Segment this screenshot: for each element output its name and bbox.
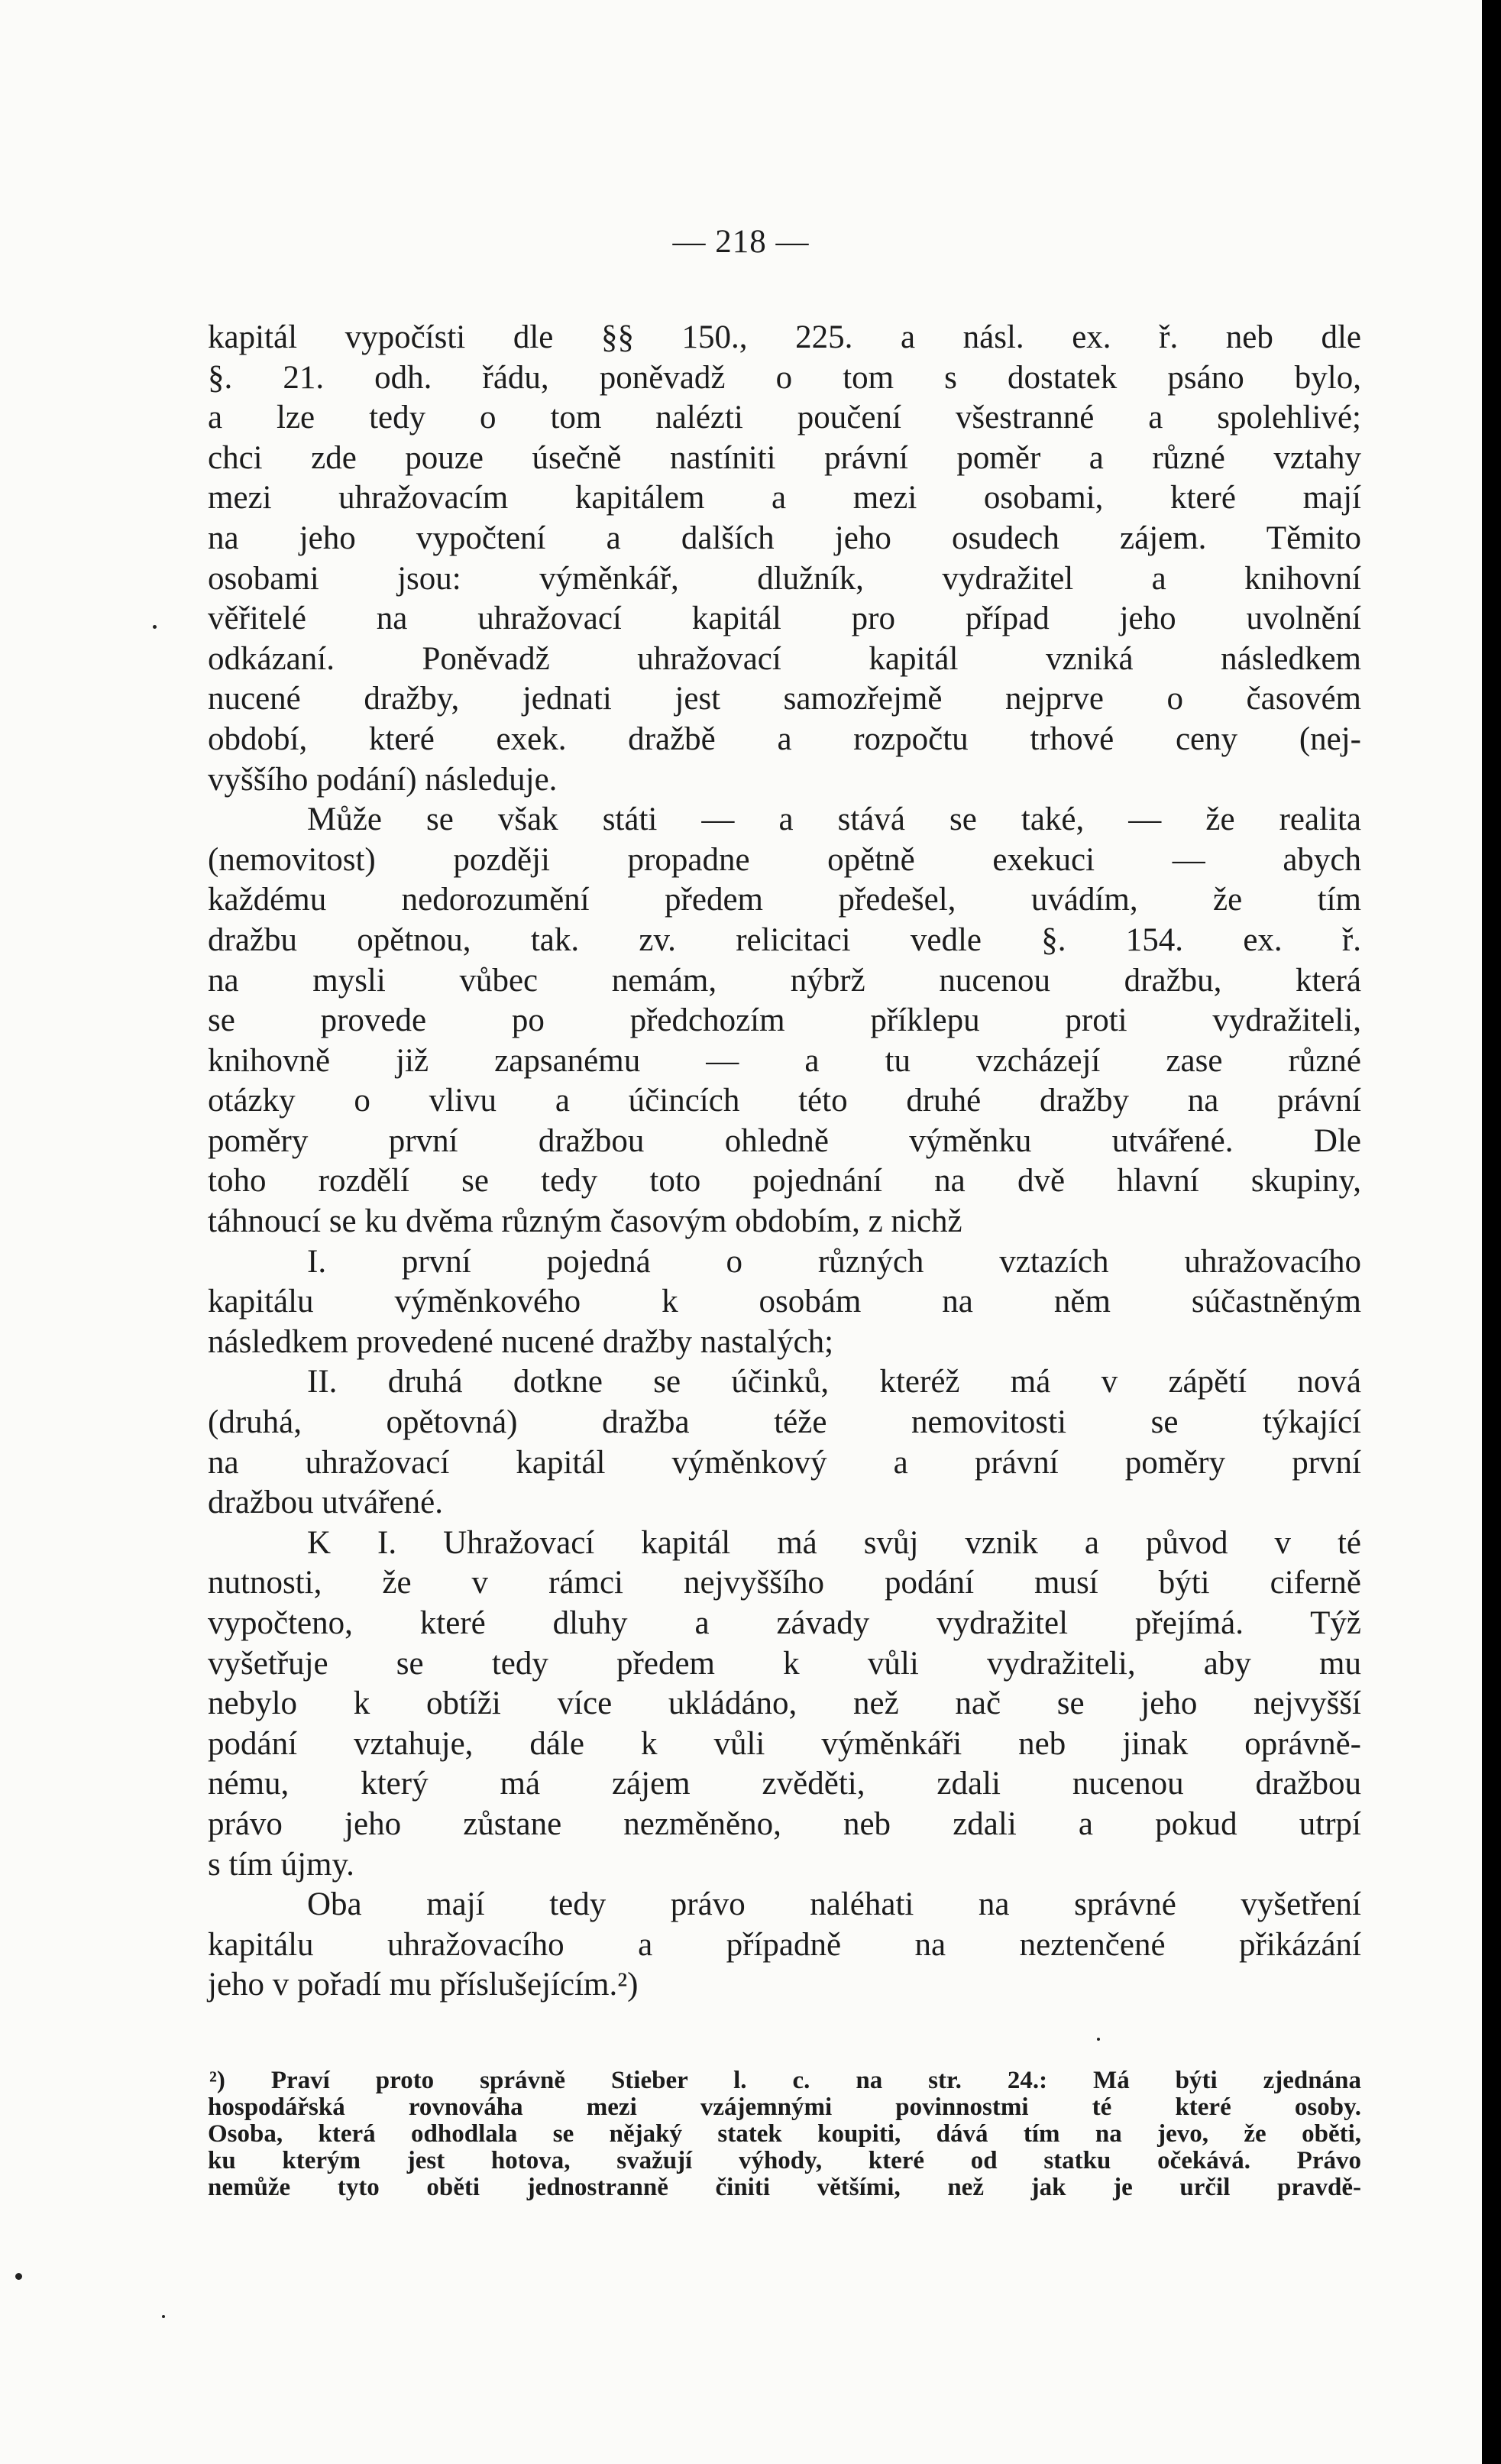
text-line: otázky o vlivu a účincích této druhé dražby na právní: [208, 1083, 1361, 1119]
page-number: — 218 —: [672, 224, 810, 260]
text-line: II. druhá dotkne se účinků, kteréž má v zápětí nová: [307, 1364, 1361, 1400]
text-line: podání vztahuje, dále k vůli výměnkáři neb jinak oprávně-: [208, 1725, 1361, 1762]
text-line: dražbu opětnou, tak. zv. relicitaci vedle §. 154. ex. ř.: [208, 921, 1361, 958]
text-line: mezi uhražovacím kapitálem a mezi osobami, které mají: [208, 480, 1361, 516]
footnote-line: Osoba, která odhodlala se nějaký statek koupiti, dává tím na jevo, že oběti,: [208, 2120, 1361, 2148]
text-line: nému, který má zájem zvěděti, zdali nucenou dražbou: [208, 1766, 1361, 1802]
print-speck: [162, 2315, 165, 2318]
text-line: se provede po předchozím příklepu proti vydražiteli,: [208, 1002, 1361, 1039]
text-line: kapitálu výměnkového k osobám na něm súčastněným: [208, 1284, 1361, 1320]
text-line: toho rozdělí se tedy toto pojednání na dvě hlavní skupiny,: [208, 1163, 1361, 1200]
text-line: věřitelé na uhražovací kapitál pro případ jeho uvolnění: [208, 601, 1361, 637]
text-line: vypočteno, které dluhy a závady vydražitel přejímá. Týž: [208, 1605, 1361, 1641]
text-line: knihovně již zapsanému — a tu vzcházejí zase různé: [208, 1042, 1361, 1079]
text-line: kapitál vypočísti dle §§ 150., 225. a násl. ex. ř. neb dle: [208, 319, 1361, 355]
print-speck: [15, 2273, 22, 2280]
footnote-line: ²) Praví proto správně Stieber l. c. na str. 24.: Má býti zjednána: [209, 2067, 1361, 2094]
text-line: na jeho vypočtení a dalších jeho osudech zájem. Těmito: [208, 520, 1361, 556]
text-line: odkázaní. Poněvadž uhražovací kapitál vzniká následkem: [208, 640, 1361, 677]
text-line: kapitálu uhražovacího a případně na neztenčené přikázání: [208, 1926, 1361, 1963]
text-line: dražbou utvářené.: [208, 1485, 444, 1521]
footnote-line: nemůže tyto oběti jednostranně činiti většími, než jak je určil pravdě-: [208, 2174, 1361, 2201]
text-line: vyšetřuje se tedy předem k vůli vydražiteli, aby mu: [208, 1645, 1361, 1682]
text-line: následkem provedené nucené dražby nastalých;: [208, 1323, 834, 1360]
scan-edge: [1482, 0, 1501, 2464]
text-line: Oba mají tedy právo naléhati na správné vyšetření: [307, 1886, 1361, 1923]
text-line: s tím újmy.: [208, 1846, 354, 1883]
text-line: osobami jsou: výměnkář, dlužník, vydražitel a knihovní: [208, 560, 1361, 597]
text-line: nebylo k obtíži více ukládáno, než nač se jeho nejvyšší: [208, 1685, 1361, 1722]
text-line: chci zde pouze úsečně nastíniti právní poměr a různé vztahy: [208, 439, 1361, 476]
print-speck: [153, 625, 157, 629]
text-line: (nemovitost) později propadne opětně exekuci — abych: [208, 841, 1361, 878]
print-speck: [1097, 2038, 1100, 2041]
text-line: jeho v pořadí mu příslušejícím.²): [208, 1967, 639, 2003]
footnote: [208, 2067, 1361, 2201]
text-line: na mysli vůbec nemám, nýbrž nucenou dražbu, která: [208, 962, 1361, 999]
text-line: (druhá, opětovná) dražba téže nemovitosti se týkající: [208, 1404, 1361, 1441]
text-line: období, které exek. dražbě a rozpočtu trhové ceny (nej-: [208, 720, 1361, 757]
text-line: K I. Uhražovací kapitál má svůj vznik a původ v té: [307, 1524, 1361, 1561]
text-line: nutnosti, že v rámci nejvyššího podání musí býti ciferně: [208, 1565, 1361, 1601]
text-line: a lze tedy o tom nalézti poučení všestranné a spolehlivé;: [208, 400, 1361, 436]
text-line: §. 21. odh. řádu, poněvadž o tom s dostatek psáno bylo,: [208, 359, 1361, 396]
text-line: táhnoucí se ku dvěma různým časovým obdobím, z nichž: [208, 1203, 962, 1240]
text-line: Může se však státi — a stává se také, — že realita: [307, 801, 1361, 838]
text-line: právo jeho zůstane nezměněno, neb zdali a pokud utrpí: [208, 1805, 1361, 1842]
text-line: každému nedorozumění předem předešel, uvádím, že tím: [208, 882, 1361, 918]
text-line: poměry první dražbou ohledně výměnku utvářené. Dle: [208, 1122, 1361, 1159]
footnote-line: ku kterým jest hotova, svažují výhody, které od statku očekává. Právo: [208, 2147, 1361, 2174]
text-line: nucené dražby, jednati jest samozřejmě nejprve o časovém: [208, 681, 1361, 717]
footnote-line: hospodářská rovnováha mezi vzájemnými povinnostmi té které osoby.: [208, 2093, 1361, 2121]
text-line: na uhražovací kapitál výměnkový a právní poměry první: [208, 1444, 1361, 1481]
body-text: [208, 318, 1361, 2006]
text-line: vyššího podání) následuje.: [208, 761, 558, 798]
text-line: I. první pojedná o různých vztazích uhražovacího: [307, 1243, 1361, 1280]
